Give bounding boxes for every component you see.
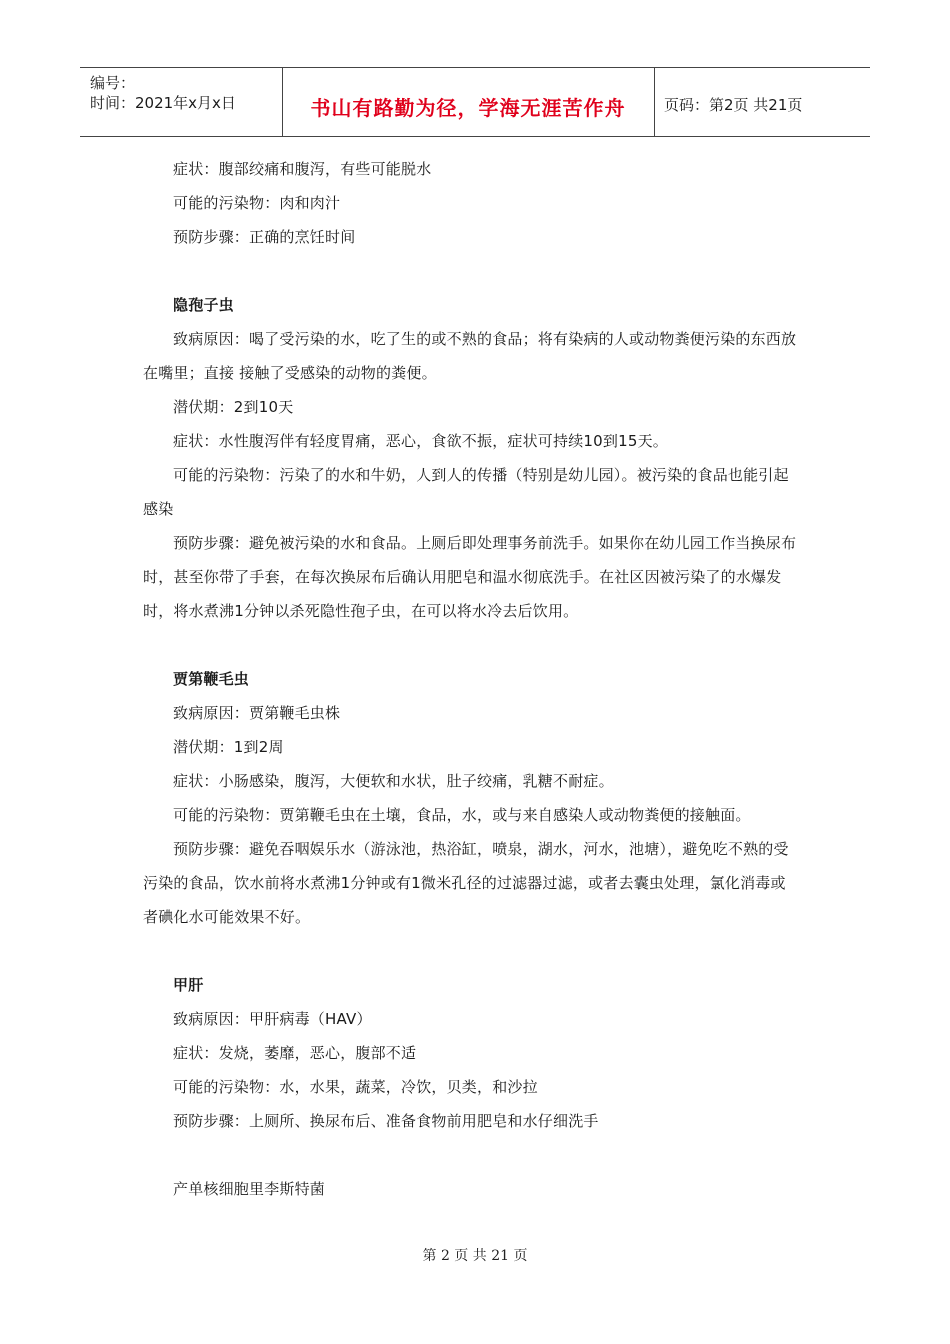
paragraph: 预防步骤：避免吞咽娱乐水（游泳池，热浴缸，喷泉，湖水，河水，池塘），避免吃不熟的受污染的食品，饮水前将水煮沸1分钟或有1微米孔径的过滤器过滤，或者去囊虫处理，氯化消毒或者碘化水可能效果不好。 xyxy=(143,840,789,926)
paragraph: 可能的污染物：污染了的水和牛奶，人到人的传播（特别是幼儿园）。被污染的食品也能引起感染 xyxy=(143,466,789,518)
paragraph: 致病原因：甲肝病毒（HAV） xyxy=(173,1010,372,1028)
paragraph: 可能的污染物：贾第鞭毛虫在土壤，食品，水，或与来自感染人或动物粪便的接触面。 xyxy=(173,806,751,824)
paragraph: 预防步骤：上厕所、换尿布后、准备食物前用肥皂和水仔细洗手 xyxy=(173,1112,599,1130)
paragraph: 症状：水性腹泻伴有轻度胃痛，恶心，食欲不振，症状可持续10到15天。 xyxy=(173,432,668,450)
header-page-cell xyxy=(654,68,870,136)
section-heading: 产单核细胞里李斯特菌 xyxy=(173,1180,326,1198)
header-motto-cell xyxy=(282,68,655,136)
document-number-label: 编号： xyxy=(90,74,136,92)
paragraph: 潜伏期：2到10天 xyxy=(173,398,294,416)
section-heading: 贾第鞭毛虫 xyxy=(173,670,250,688)
paragraph: 可能的污染物：肉和肉汁 xyxy=(173,194,341,212)
section-heading: 甲肝 xyxy=(173,976,204,994)
paragraph: 致病原因：喝了受污染的水，吃了生的或不熟的食品；将有染病的人或动物粪便污染的东西放在嘴里；直接 接触了受感染的动物的粪便。 xyxy=(143,330,797,382)
header-motto: 书山有路勤为径，学海无涯苦作舟 xyxy=(310,96,626,120)
paragraph: 症状：腹部绞痛和腹泻，有些可能脱水 xyxy=(173,160,432,178)
paragraph: 致病原因：贾第鞭毛虫株 xyxy=(173,704,341,722)
header-meta-cell xyxy=(80,68,283,136)
paragraph: 症状：发烧，萎靡，恶心，腹部不适 xyxy=(173,1044,417,1062)
page-footer: 第 2 页 共 21 页 xyxy=(422,1248,528,1264)
paragraph: 可能的污染物：水，水果，蔬菜，冷饮，贝类，和沙拉 xyxy=(173,1078,538,1096)
section-heading: 隐孢子虫 xyxy=(173,296,234,314)
paragraph: 预防步骤：避免被污染的水和食品。上厕后即处理事务前洗手。如果你在幼儿园工作当换尿布时，甚至你带了手套，在每次换尿布后确认用肥皂和温水彻底洗手。在社区因被污染了的水爆发时，将水煮沸1分钟以杀死隐性孢子虫，在可以将水冷去后饮用。 xyxy=(143,534,797,620)
paragraph: 潜伏期：1到2周 xyxy=(173,738,284,756)
paragraph: 症状：小肠感染，腹泻，大便软和水状，肚子绞痛，乳糖不耐症。 xyxy=(173,772,614,790)
document-body xyxy=(143,152,798,1206)
document-date: 时间：2021年x月x日 xyxy=(90,94,236,112)
paragraph: 预防步骤：正确的烹饪时间 xyxy=(173,228,356,246)
header-page-number: 页码：第2页 共21页 xyxy=(664,96,803,114)
page-header xyxy=(80,67,870,137)
